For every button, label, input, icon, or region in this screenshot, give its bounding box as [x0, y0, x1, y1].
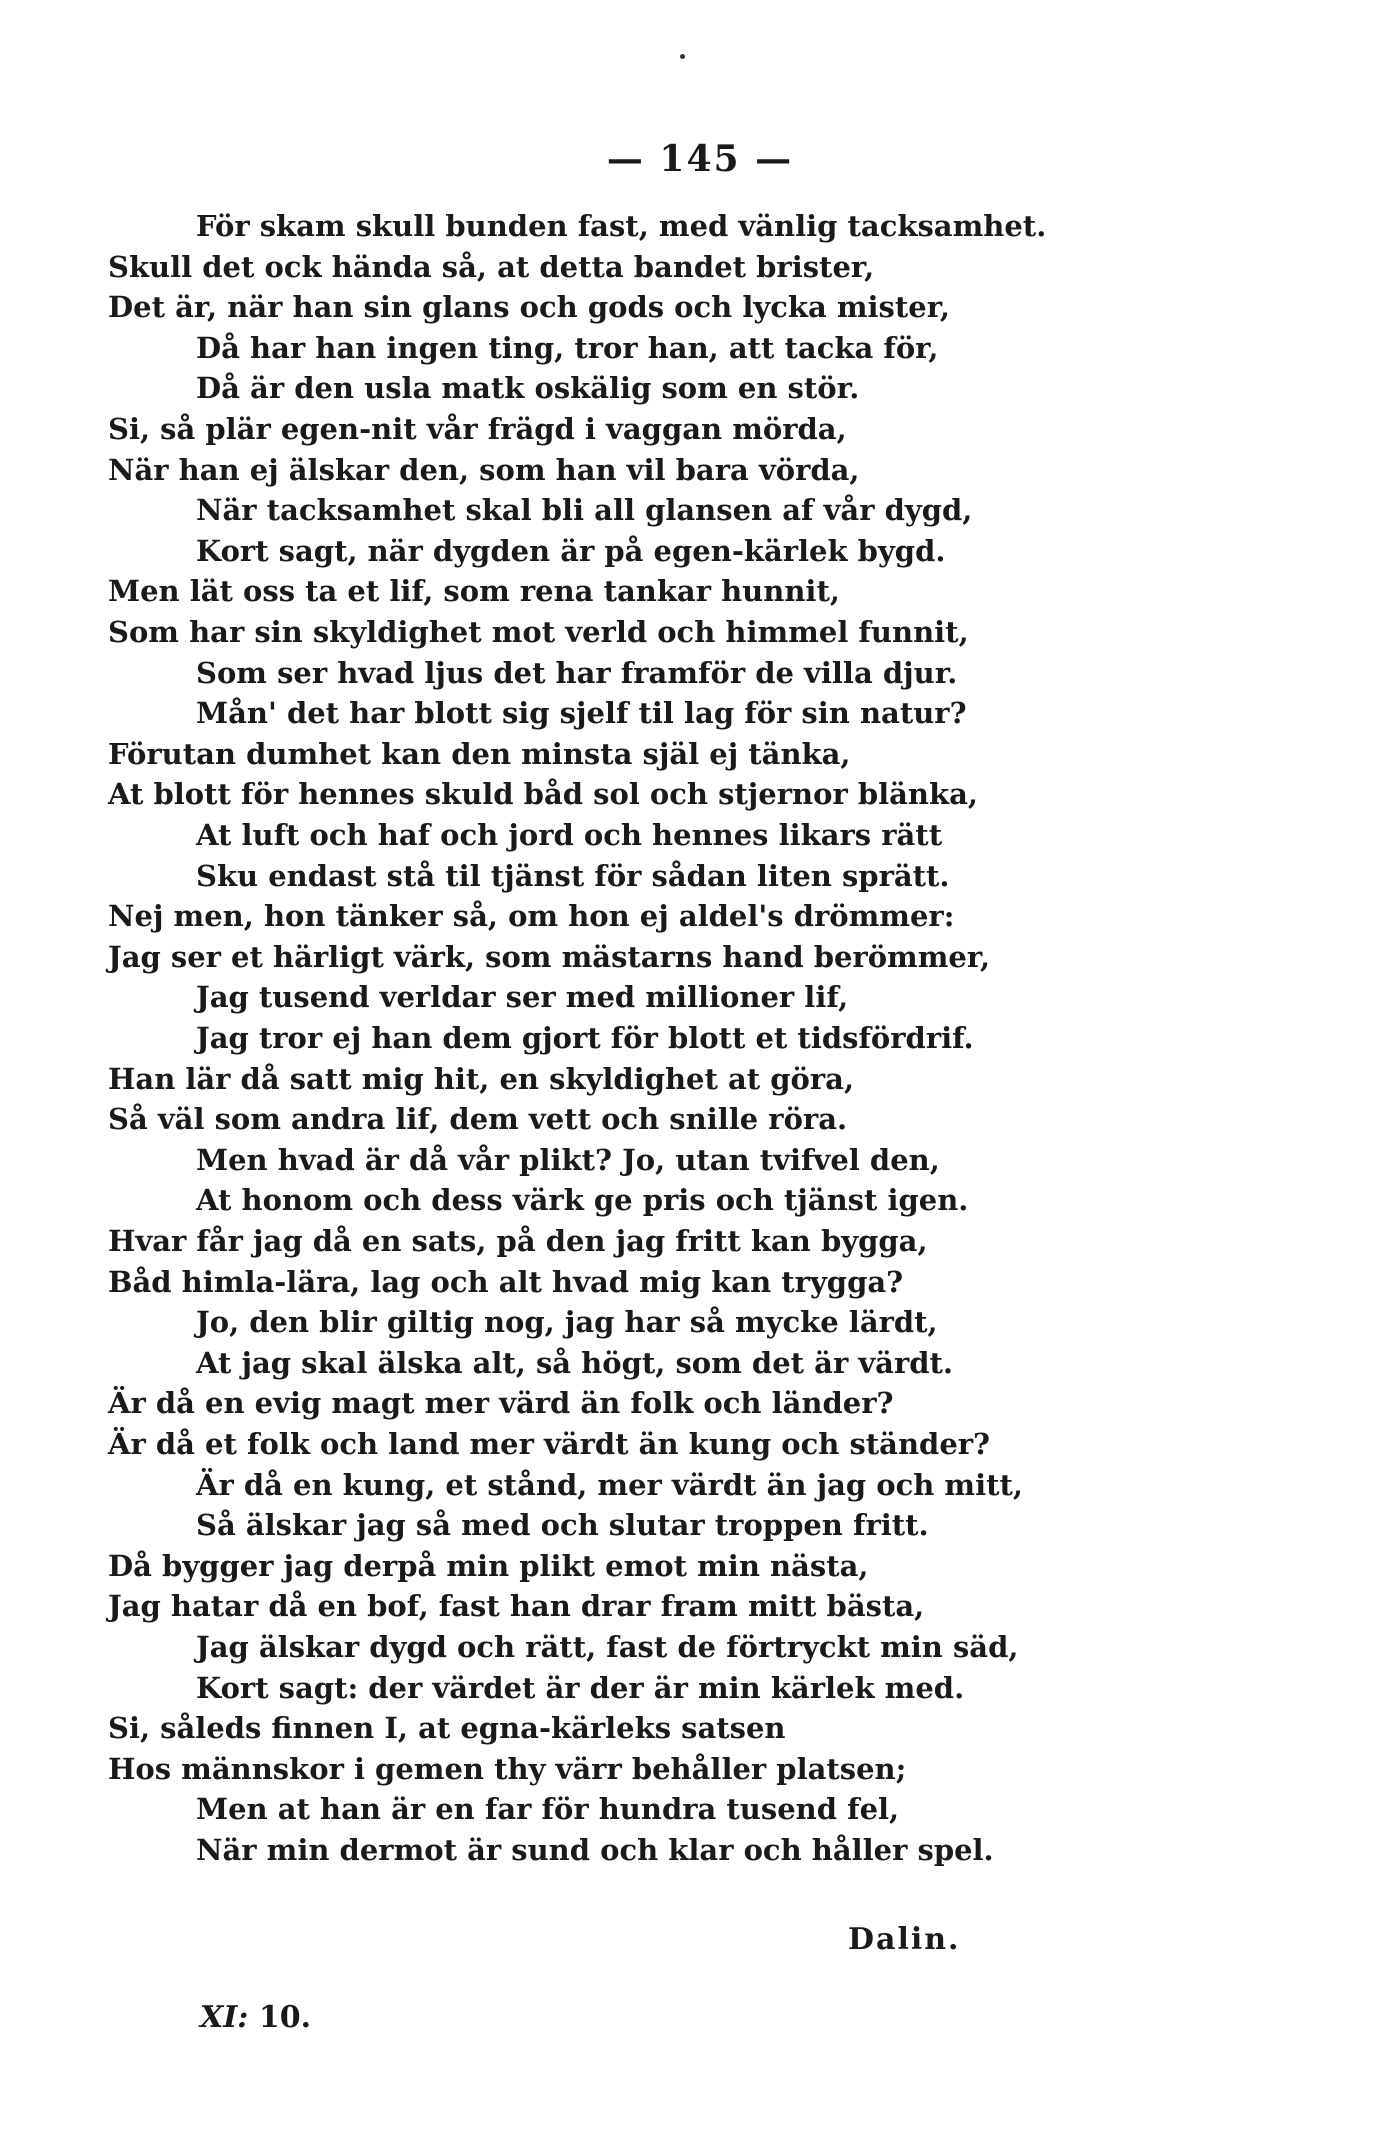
poem-line: När han ej älskar den, som han vil bara vörda, — [108, 452, 860, 487]
poem-line: Jag tror ej han dem gjort för blott et tidsfördrif. — [196, 1021, 974, 1055]
poem-line: Som har sin skyldighet mot verld och himmel funnit, — [108, 615, 969, 649]
poem-line: Då bygger jag derpå min plikt emot min nästa, — [108, 1548, 869, 1583]
poem-line: Sku endast stå til tjänst för sådan liten sprätt. — [196, 858, 950, 893]
footer-number: 10. — [258, 2000, 312, 2035]
poem-line: Hos männskor i gemen thy värr behåller platsen; — [108, 1751, 907, 1786]
poem-line: Jag tusend verldar ser med millioner lif, — [196, 980, 849, 1015]
poem-line: Så väl som andra lif, dem vett och snille röra. — [108, 1102, 848, 1137]
poem-line: Si, så plär egen-nit vår frägd i vaggan mörda, — [108, 412, 847, 446]
poem-line: Si, såleds finnen I, at egna-kärleks satsen — [108, 1711, 786, 1746]
poem-line: Då är den usla matk oskälig som en stör. — [196, 371, 860, 406]
poem-line: Som ser hvad ljus det har framför de villa djur. — [196, 655, 958, 690]
poem-line: Jo, den blir giltig nog, jag har så mycke lärdt, — [196, 1305, 938, 1340]
poem-line: At blott för hennes skuld båd sol och stjernor blänka, — [108, 777, 978, 812]
poem-line: At honom och dess värk ge pris och tjänst igen. — [196, 1183, 969, 1218]
poem-line: Nej men, hon tänker så, om hon ej aldel's drömmer: — [108, 899, 955, 934]
poem-line: At luft och haf och jord och hennes likars rätt — [196, 818, 943, 852]
footer-section: XI: — [200, 2000, 249, 2035]
poem-line: Jag hatar då en bof, fast han drar fram mitt bästa, — [108, 1589, 925, 1624]
poem-line: Hvar får jag då en sats, på den jag fritt kan bygga, — [108, 1224, 928, 1258]
speck-mark — [680, 54, 685, 59]
poem-line: Mån' det har blott sig sjelf til lag för sin natur? — [196, 696, 967, 731]
poem-signature: Dalin. — [848, 1922, 961, 1957]
poem-line: När tacksamhet skal bli all glansen af vår dygd, — [196, 493, 973, 528]
page-footer — [200, 2000, 311, 2035]
poem-line: At jag skal älska alt, så högt, som det är värdt. — [196, 1345, 954, 1380]
poem-line: Förutan dumhet kan den minsta själ ej tänka, — [108, 736, 851, 771]
poem-line: Kort sagt: der värdet är der är min kärlek med. — [196, 1670, 965, 1705]
poem-line: Han lär då satt mig hit, en skyldighet at göra, — [108, 1061, 855, 1096]
poem-line: Jag ser et härligt värk, som mästarns hand berömmer, — [108, 939, 991, 974]
poem-line: Jag älskar dygd och rätt, fast de förtryckt min säd, — [196, 1630, 1019, 1664]
poem-line: Skull det ock hända så, at detta bandet brister, — [108, 249, 875, 284]
poem-line: Så älskar jag så med och slutar troppen fritt. — [196, 1508, 929, 1543]
poem-line: Är då et folk och land mer värdt än kung och ständer? — [108, 1427, 991, 1461]
poem-line: När min dermot är sund och klar och håller spel. — [196, 1833, 994, 1867]
poem-line: Kort sagt, när dygden är på egen-kärlek bygd. — [196, 533, 946, 568]
poem-line: Är då en evig magt mer värd än folk och länder? — [108, 1386, 894, 1421]
poem-line: Men hvad är då vår plikt? Jo, utan tvifvel den, — [196, 1142, 940, 1177]
poem-line: Men lät oss ta et lif, som rena tankar hunnit, — [108, 574, 840, 609]
page-number: — 145 — — [606, 138, 794, 180]
poem-line: Är då en kung, et stånd, mer värdt än jag och mitt, — [196, 1467, 1024, 1502]
poem-line: Då har han ingen ting, tror han, att tacka för, — [196, 330, 939, 365]
poem-line: Båd himla-lära, lag och alt hvad mig kan trygga? — [108, 1264, 904, 1299]
poem-line: Det är, när han sin glans och gods och lycka mister, — [108, 290, 950, 325]
poem-line: Men at han är en far för hundra tusend fel, — [196, 1792, 900, 1827]
poem-line: För skam skull bunden fast, med vänlig tacksamhet. — [196, 209, 1047, 243]
